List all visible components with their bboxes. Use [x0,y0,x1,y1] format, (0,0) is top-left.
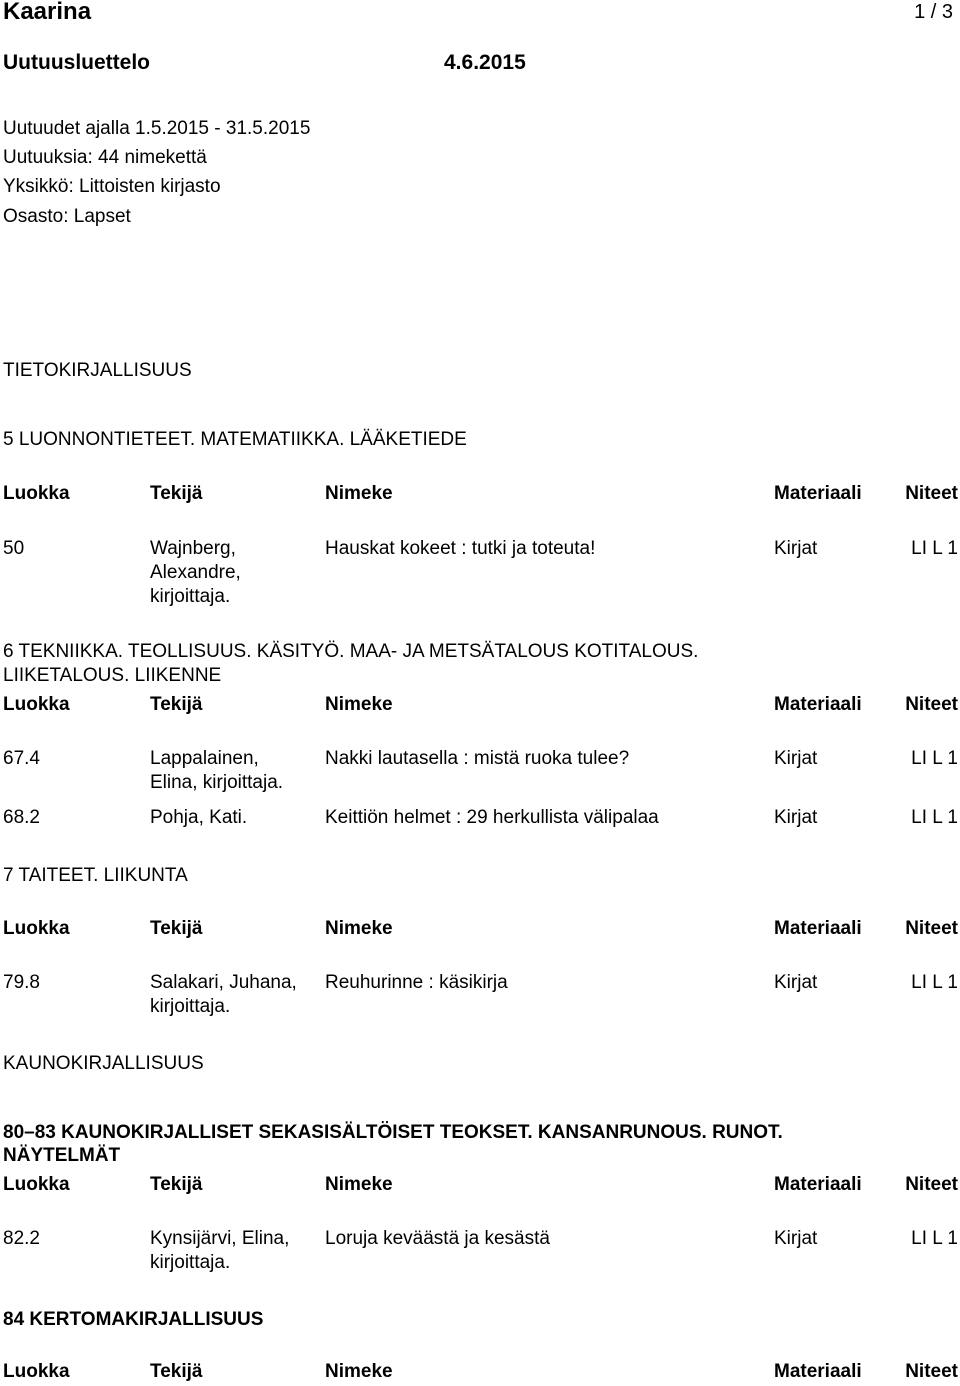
author-line: kirjoittaja. [150,1252,231,1273]
col-materiaali: Materiaali [774,918,862,939]
group-heading-6: 6 TEKNIIKKA. TEOLLISUUS. KÄSITYÖ. MAA- JA METSÄTALOUS KOTITALOUS. [3,641,699,662]
table-row [3,537,958,609]
author-line: Alexandre, [150,562,241,583]
list-title: Uutuusluettelo [3,51,150,74]
cell-niteet: LI L 1 [911,538,958,559]
author-line: Salakari, Juhana, [150,972,297,993]
cell-nimeke: Nakki lautasella : mistä ruoka tulee? [325,748,630,769]
table-row [3,1227,958,1275]
col-materiaali: Materiaali [774,694,862,715]
col-materiaali: Materiaali [774,483,862,504]
col-luokka: Luokka [3,1361,70,1382]
col-nimeke: Nimeke [325,1361,393,1382]
library-name: Kaarina [3,0,92,25]
col-tekija: Tekijä [150,483,203,504]
col-luokka: Luokka [3,918,70,939]
author-line: kirjoittaja. [150,996,231,1017]
table-row [3,971,958,1019]
col-luokka: Luokka [3,483,70,504]
page-indicator: 1 / 3 [914,1,953,23]
col-nimeke: Nimeke [325,918,393,939]
cell-nimeke: Hauskat kokeet : tutki ja toteuta! [325,538,596,559]
col-nimeke: Nimeke [325,483,393,504]
cell-tekija [150,1227,289,1275]
group-heading-80-83: 80–83 KAUNOKIRJALLISET SEKASISÄLTÖISET TEOKSET. KANSANRUNOUS. RUNOT. [3,1122,783,1143]
author-line: kirjoittaja. [150,586,231,607]
group-heading-7: 7 TAITEET. LIIKUNTA [3,865,188,886]
col-niteet: Niteet [905,918,958,939]
col-nimeke: Nimeke [325,1174,393,1195]
cell-materiaali: Kirjat [774,538,818,559]
cell-niteet: LI L 1 [911,972,958,993]
cell-nimeke: Reuhurinne : käsikirja [325,972,508,993]
cell-nimeke: Loruja keväästä ja kesästä [325,1228,550,1249]
col-niteet: Niteet [905,483,958,504]
cell-materiaali: Kirjat [774,972,818,993]
author-line: Elina, kirjoittaja. [150,772,284,793]
cell-luokka: 82.2 [3,1228,40,1249]
col-nimeke: Nimeke [325,694,393,715]
col-materiaali: Materiaali [774,1174,862,1195]
cell-luokka: 68.2 [3,807,40,828]
cell-luokka: 79.8 [3,972,40,993]
author-line: Lappalainen, [150,748,259,769]
cell-luokka: 67.4 [3,748,40,769]
cell-materiaali: Kirjat [774,807,818,828]
count-text: Uutuuksia: 44 nimekettä [3,147,207,168]
cell-materiaali: Kirjat [774,1228,818,1249]
cell-niteet: LI L 1 [911,748,958,769]
group-heading-80-83-cont: NÄYTELMÄT [3,1145,121,1166]
author-line: Pohja, Kati. [150,807,248,828]
cell-niteet: LI L 1 [911,807,958,828]
col-luokka: Luokka [3,1174,70,1195]
table-row [3,747,958,795]
group-heading-5: 5 LUONNONTIETEET. MATEMATIIKKA. LÄÄKETIEDE [3,429,467,450]
cell-materiaali: Kirjat [774,748,818,769]
col-tekija: Tekijä [150,918,203,939]
period-text: Uutuudet ajalla 1.5.2015 - 31.5.2015 [3,118,311,139]
col-niteet: Niteet [905,694,958,715]
cell-tekija [150,971,297,1019]
cell-nimeke: Keittiön helmet : 29 herkullista välipalaa [325,807,659,828]
col-niteet: Niteet [905,1361,958,1382]
cell-tekija [150,747,283,795]
col-tekija: Tekijä [150,694,203,715]
group-heading-6-cont: LIIKETALOUS. LIIKENNE [3,665,222,686]
group-heading-84: 84 KERTOMAKIRJALLISUUS [3,1309,264,1330]
col-tekija: Tekijä [150,1174,203,1195]
cell-luokka: 50 [3,538,25,559]
col-luokka: Luokka [3,694,70,715]
author-line: Wajnberg, [150,538,236,559]
cell-niteet: LI L 1 [911,1228,958,1249]
col-niteet: Niteet [905,1174,958,1195]
section-heading-tieto: TIETOKIRJALLISUUS [3,360,192,381]
col-tekija: Tekijä [150,1361,203,1382]
cell-tekija [150,537,241,609]
department-text: Osasto: Lapset [3,206,131,227]
col-materiaali: Materiaali [774,1361,862,1382]
cell-tekija [150,806,247,830]
unit-text: Yksikkö: Littoisten kirjasto [3,176,221,197]
section-heading-kauno: KAUNOKIRJALLISUUS [3,1053,204,1074]
author-line: Kynsijärvi, Elina, [150,1228,290,1249]
list-date: 4.6.2015 [444,51,526,74]
